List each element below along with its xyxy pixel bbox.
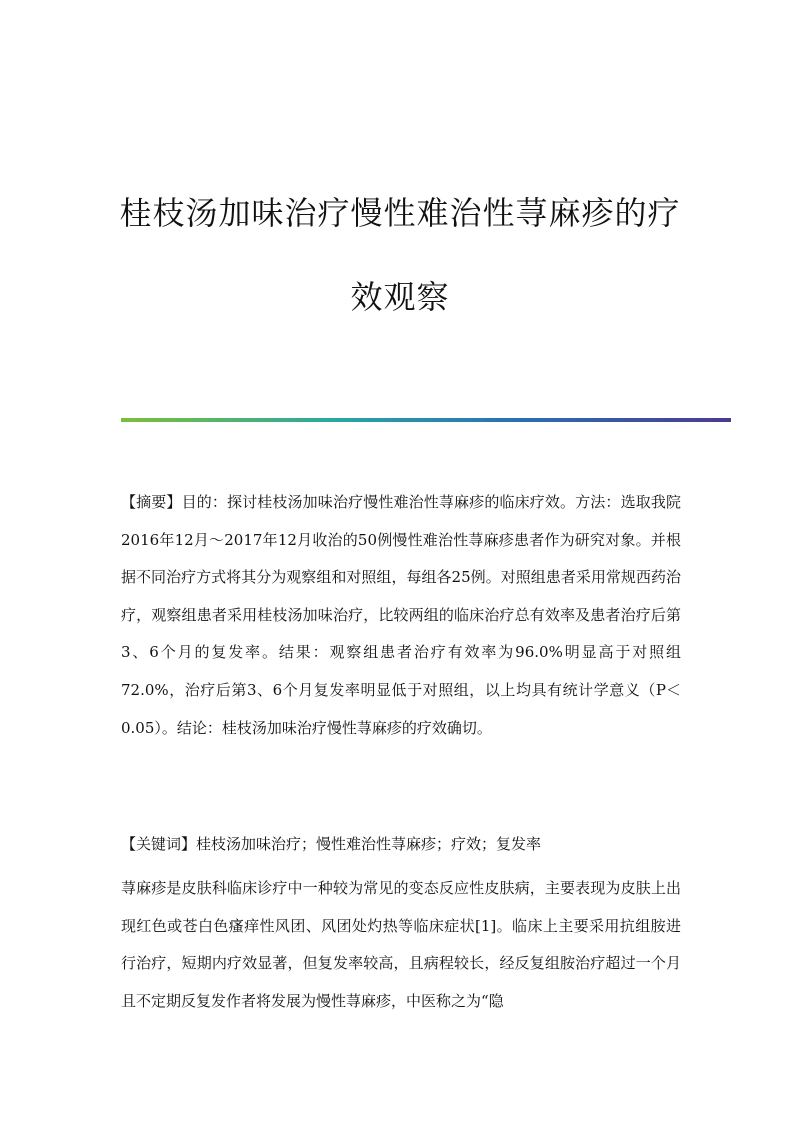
abstract-label: 【摘要】 — [121, 493, 182, 511]
keywords-label: 【关键词】 — [121, 835, 197, 853]
document-title-line-2: 效观察 — [350, 278, 450, 316]
keywords-paragraph — [121, 826, 681, 864]
abstract-paragraph — [121, 484, 681, 747]
document-title-line-1: 桂枝汤加味治疗慢性难治性荨麻疹的疗 — [119, 194, 681, 232]
keywords-text: 桂枝汤加味治疗；慢性难治性荨麻疹；疗效；复发率 — [196, 835, 542, 853]
gradient-divider — [121, 418, 731, 422]
body-paragraph: 荨麻疹是皮肤科临床诊疗中一种较为常见的变态反应性皮肤病，主要表现为皮肤上出现红色或苍白色瘙痒性风团、风团处灼热等临床症状[1]。临床上主要采用抗组胺进行治疗，短期内疗效显著，但复发率较高，且病程较长，经反复组胺治疗超过一个月且不定期反复发作者将发展为慢性荨麻疹，中医称之为“隐 — [121, 879, 681, 1010]
abstract-text: 目的：探讨桂枝汤加味治疗慢性难治性荨麻疹的临床疗效。方法：选取我院2016年12月～2017年12月收治的50例慢性难治性荨麻疹患者作为研究对象。并根据不同治疗方式将其分为观察组和对照组，每组各25例。对照组患者采用常规西药治疗，观察组患者采用桂枝汤加味治疗，比较两组的临床治疗总有效率及患者治疗后第3、6个月的复发率。结果：观察组患者治疗有效率为96.0%明显高于对照组72.0%，治疗后第3、6个月复发率明显低于对照组，以上均具有统计学意义（P＜0.05）。结论：桂枝汤加味治疗慢性荨麻疹的疗效确切。 — [121, 493, 681, 737]
